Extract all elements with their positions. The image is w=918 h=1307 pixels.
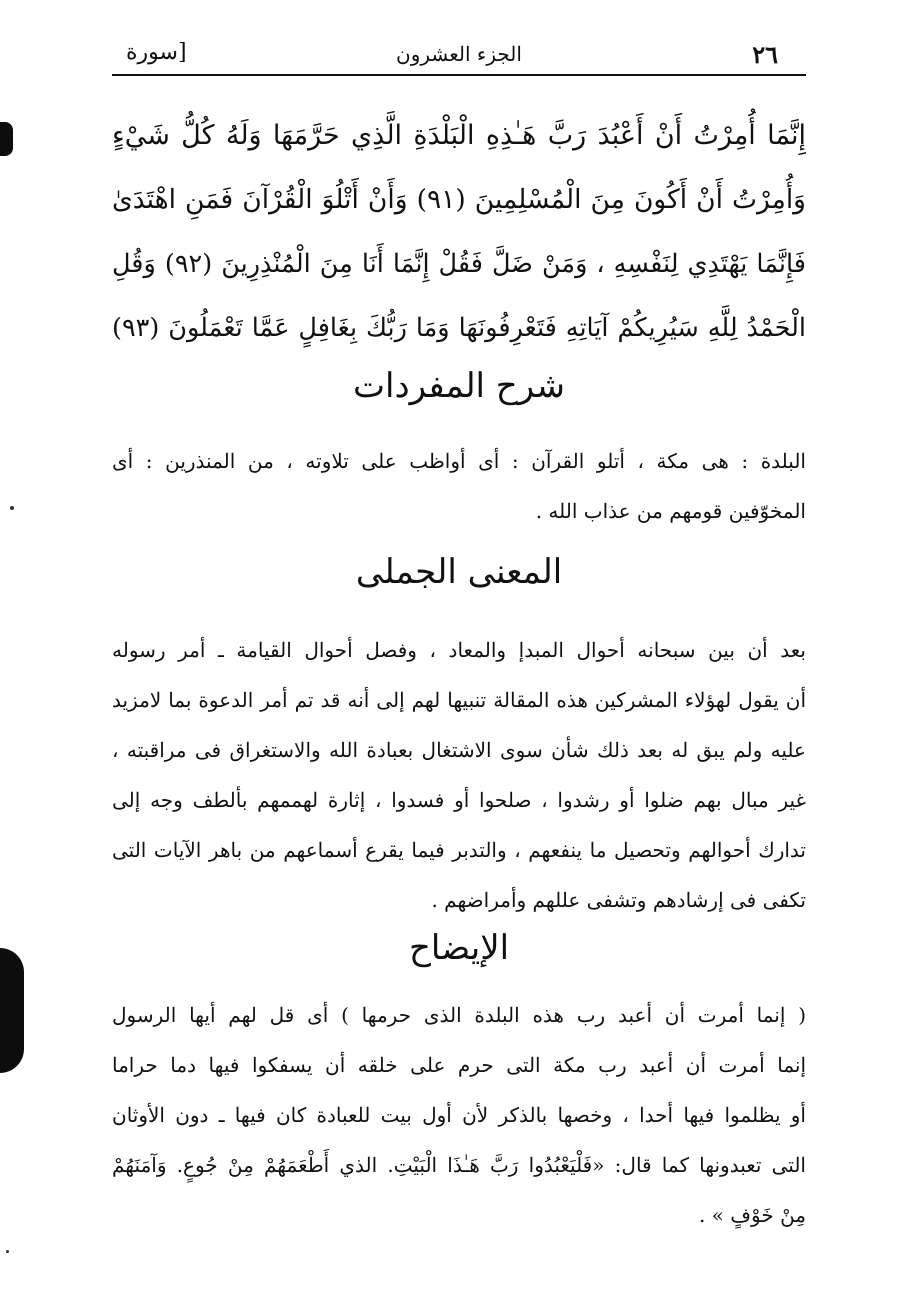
text-line: تكفى فى إرشادهم وتشفى عللهم وأمراضهم . [431, 888, 806, 912]
scan-speck [6, 1250, 9, 1253]
text-line: عليه ولم يبق له بعد ذلك شأن سوى الاشتغال بعبادة الله والاستغراق فى مراقبته ، [112, 738, 806, 762]
quran-verses [112, 104, 806, 360]
text-line: المخوّفين قومهم من عذاب الله . [535, 499, 806, 523]
explanation-heading: الإيضاح [408, 928, 510, 968]
verse-line: إِنَّمَا أُمِرْتُ أَنْ أَعْبُدَ رَبَّ هَـٰذِهِ الْبَلْدَةِ الَّذِي حَرَّمَهَا وَلَهُ كُلُّ شَيْءٍ [112, 120, 806, 151]
text-line: البلدة : هى مكة ، أتلو القرآن : أى أواظب على تلاوته ، من المنذرين : أى [112, 449, 806, 473]
scan-mark-left [0, 948, 24, 1073]
text-line: أن يقول لهؤلاء المشركين هذه المقالة تنبيها لهم إلى أنه قد تم أمر الدعوة بما لامزيد [112, 688, 806, 712]
scan-mark-top-left [0, 122, 13, 156]
surah-label: [سورة [126, 40, 187, 65]
meaning-paragraph [112, 625, 806, 925]
header-title: الجزء العشرون [396, 42, 522, 66]
text-line: غير مبال بهم ضلوا أو رشدوا ، صلحوا أو فسدوا ، إثارة لهممهم بألطف وجه إلى [112, 788, 806, 812]
header-rule [112, 74, 806, 76]
scan-speck [10, 506, 14, 510]
verse-line: فَإِنَّمَا يَهْتَدِي لِنَفْسِهِ ، وَمَنْ ضَلَّ فَقُلْ إِنَّمَا أَنَا مِنَ الْمُنْذِرِينَ (٩٢) وَقُلِ [112, 249, 806, 279]
text-line: بعد أن بين سبحانه أحوال المبدإ والمعاد ، وفصل أحوال القيامة ـ أمر رسوله [112, 638, 806, 662]
text-line: إنما أمرت أن أعبد رب مكة التى حرم على خلقه أن يسفكوا فيها دما حراما [112, 1053, 806, 1077]
page-number: ٢٦ [752, 40, 778, 69]
vocab-heading: شرح المفردات [352, 366, 566, 406]
text-line: تدارك أحوالهم وتحصيل ما ينفعهم ، والتدبر فيما يقرع أسماعهم من باهر الآيات التى [112, 838, 806, 862]
explanation-paragraph [112, 990, 806, 1240]
verse-line: الْحَمْدُ لِلَّهِ سَيُرِيكُمْ آيَاتِهِ فَتَعْرِفُونَهَا وَمَا رَبُّكَ بِغَافِلٍ عَمَّا تَعْمَلُونَ (٩٣) [112, 313, 806, 343]
verse-line: وَأُمِرْتُ أَنْ أَكُونَ مِنَ الْمُسْلِمِينَ (٩١) وَأَنْ أَتْلُوَ الْقُرْآنَ فَمَنِ اهْتَدَىٰ [112, 184, 806, 215]
running-header [112, 34, 806, 86]
text-line: مِنْ خَوْفٍ » . [698, 1203, 806, 1227]
text-line: التى تعبدونها كما قال: «فَلْيَعْبُدُوا رَبَّ هَـٰذَا الْبَيْتِ. الذي أَطْعَمَهُمْ مِنْ جُوعٍ. وَآمَنَهُمْ [112, 1153, 806, 1177]
text-line: أو يظلموا فيها أحدا ، وخصها بالذكر لأن أول بيت للعبادة كان فيها ـ دون الأوثان [112, 1103, 806, 1127]
vocab-paragraph [112, 436, 806, 536]
text-line: ( إنما أمرت أن أعبد رب هذه البلدة الذى حرمها ) أى قل لهم أيها الرسول [112, 1003, 806, 1027]
meaning-heading: المعنى الجملى [355, 552, 563, 592]
